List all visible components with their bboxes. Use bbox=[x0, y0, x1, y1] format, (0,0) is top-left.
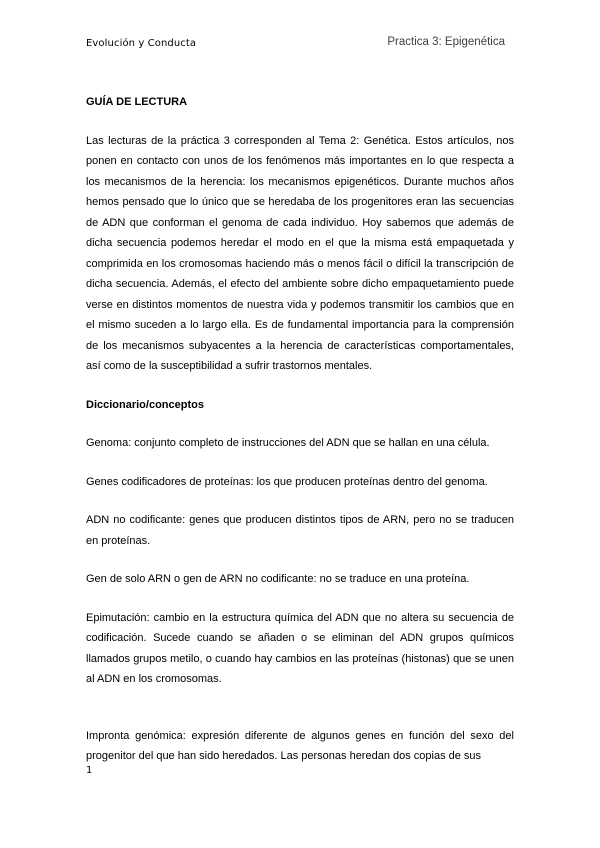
guide-heading: GUÍA DE LECTURA bbox=[86, 96, 188, 108]
definition-epimutacion: Epimutación: cambio en la estructura química del ADN que no altera su secuencia de codificación. Sucede cuando se añaden o se eliminan del ADN grupos químicos llamados grupos metilo, o cuando hay cambios en las proteínas (histonas) que se unen al ADN en los cromosomas. bbox=[86, 611, 514, 685]
definition-impronta-genomica: Impronta genómica: expresión diferente de algunos genes en función del sexo del progenitor del que han sido heredados. Las personas heredan dos copias de sus bbox=[86, 729, 514, 762]
definition-adn-no-codificante: ADN no codificante: genes que producen distintos tipos de ARN, pero no se traducen en proteínas. bbox=[86, 514, 514, 547]
page-number: 1 bbox=[86, 765, 93, 776]
definition-genoma: Genoma: conjunto completo de instrucciones del ADN que se hallan en una célula. bbox=[86, 437, 490, 449]
definition-genes-codificadores: Genes codificadores de proteínas: los que producen proteínas dentro del genoma. bbox=[86, 475, 488, 488]
header-course: Evolución y Conducta bbox=[86, 38, 197, 49]
dictionary-heading: Diccionario/conceptos bbox=[86, 398, 204, 411]
intro-paragraph: Las lecturas de la práctica 3 corresponden al Tema 2: Genética. Estos artículos, nos ponen en contacto con unos de los fenómenos más importantes en lo que respecta a los mecanismos de la herencia: los mecanismos epigenéticos. Durante muchos años hemos pensado que lo único que se heredaba de los progenitores eran las secuencias de ADN que conforman el genoma de cada individuo. Hoy sabemos que además de dicha secuencia podemos heredar el modo en el que la misma está empaquetada y comprimida en los cromosomas haciendo más o menos fácil o difícil la transcripción de dicha secuencia. Además, el efecto del ambiente sobre dicho empaquetamiento puede verse en distintos momentos de nuestra vida y podemos transmitir los cambios que en el mismo suceden a lo largo ella. Es de fundamental importancia para la comprensión de los mecanismos subyacentes a la herencia de características comportamentales, así como de la susceptibilidad a sufrir trastornos mentales. bbox=[86, 134, 514, 372]
document-body bbox=[86, 92, 514, 767]
definition-gen-arn: Gen de solo ARN o gen de ARN no codificante: no se traduce en una proteína. bbox=[86, 573, 470, 585]
header-practice-title: Practica 3: Epigenética bbox=[387, 36, 505, 48]
